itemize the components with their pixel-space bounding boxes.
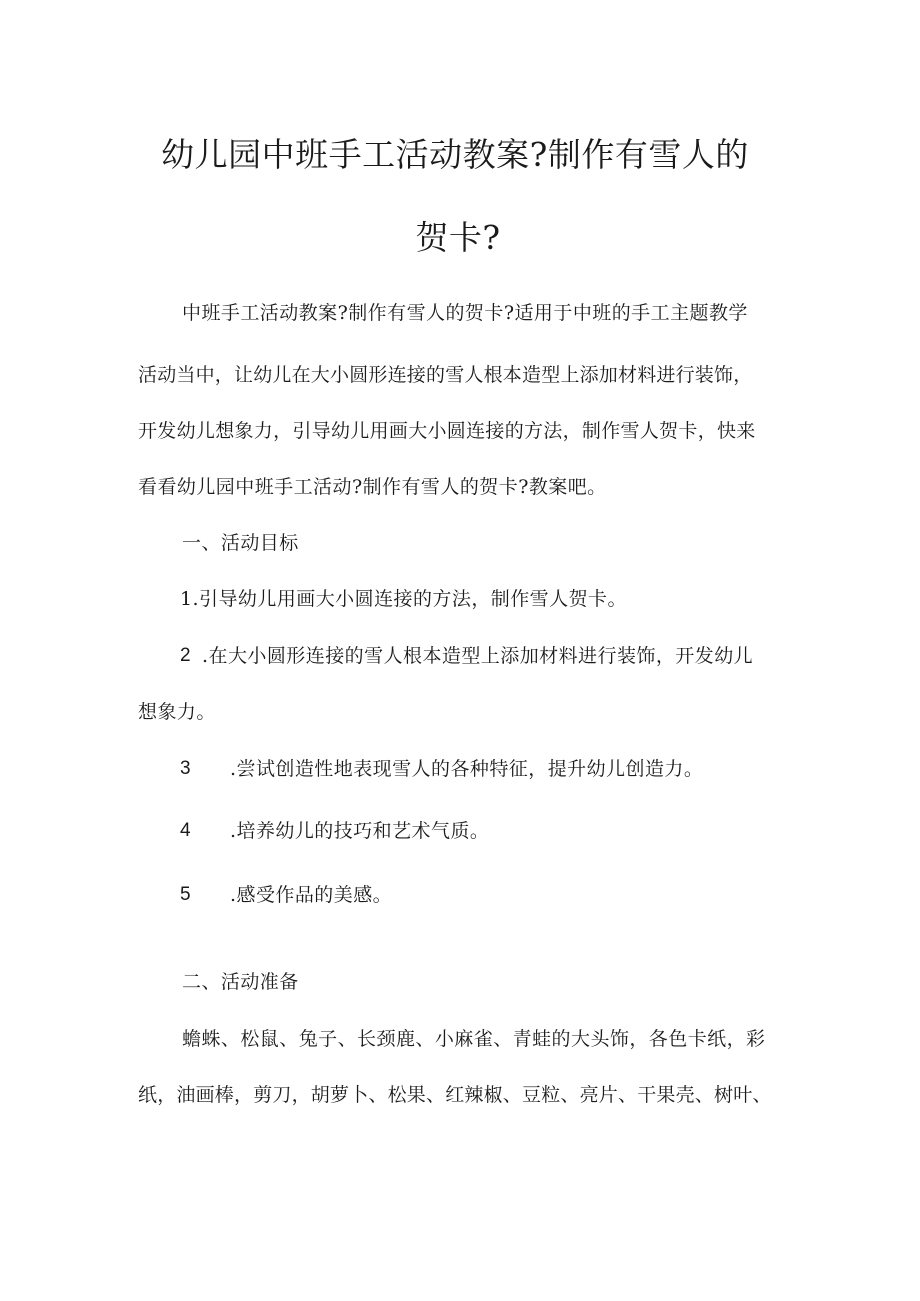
goal-item-2-number: 2 bbox=[180, 645, 191, 666]
goal-item-5-number: 5 bbox=[180, 884, 191, 905]
document-title-line-1: 幼儿园中班手工活动教案?制作有雪人的 bbox=[161, 135, 749, 174]
goal-item-5-text: .感受作品的美感。 bbox=[230, 884, 393, 906]
intro-line-4: 看看幼儿园中班手工活动?制作有雪人的贺卡?教案吧。 bbox=[138, 476, 607, 498]
intro-line-2: 活动当中，让幼儿在大小圆形连接的雪人根本造型上添加材料进行装饰， bbox=[138, 364, 753, 386]
goal-item-2-text: .在大小圆形连接的雪人根本造型上添加材料进行装饰，开发幼儿 bbox=[202, 645, 754, 667]
intro-line-3: 开发幼儿想象力，引导幼儿用画大小圆连接的方法，制作雪人贺卡，快来 bbox=[138, 420, 756, 442]
preparation-line-1: 蟾蛛、松鼠、兔子、长颈鹿、小麻雀、青蛙的大头饰，各色卡纸，彩 bbox=[182, 1028, 766, 1050]
goal-item-4-number: 4 bbox=[180, 820, 191, 841]
section-heading-goals: 一、活动目标 bbox=[182, 532, 299, 554]
goal-item-1: 1.引导幼儿用画大小圆连接的方法，制作雪人贺卡。 bbox=[180, 588, 627, 610]
goal-item-4-text: .培养幼儿的技巧和艺术气质。 bbox=[230, 820, 490, 842]
goal-item-3-text: .尝试创造性地表现雪人的各种特征，提升幼儿创造力。 bbox=[230, 758, 704, 780]
goal-item-2-text-cont: 想象力。 bbox=[138, 701, 216, 723]
intro-line-1: 中班手工活动教案?制作有雪人的贺卡?适用于中班的手工主题教学 bbox=[182, 302, 748, 324]
document-title-line-2: 贺卡? bbox=[415, 218, 501, 257]
section-heading-preparation: 二、活动准备 bbox=[182, 971, 299, 993]
goal-item-3-number: 3 bbox=[180, 758, 191, 779]
preparation-line-2: 纸，油画棒，剪刀，胡萝卜、松果、红辣椒、豆粒、亮片、干果壳、树叶、 bbox=[138, 1084, 772, 1106]
